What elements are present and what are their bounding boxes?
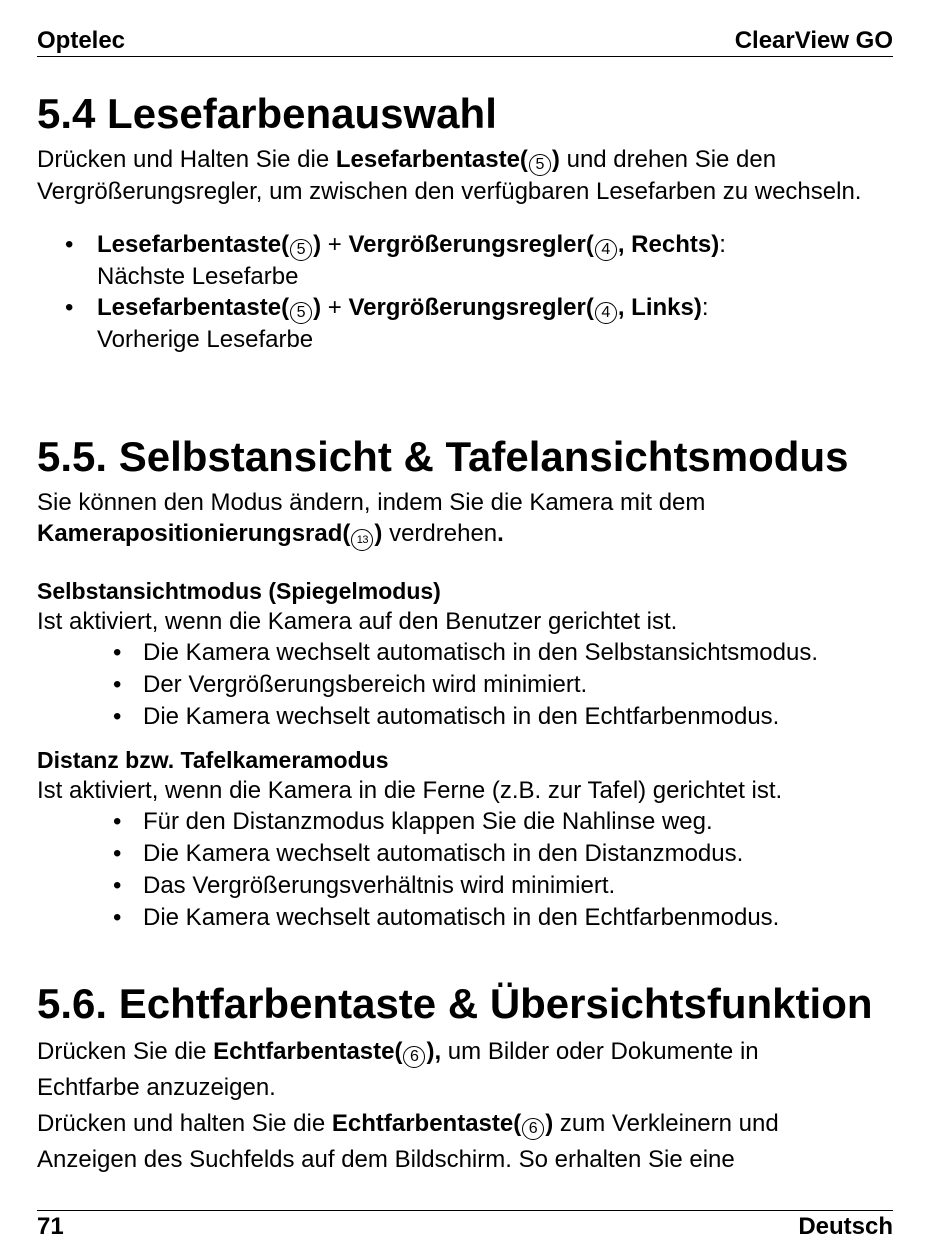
page-number: 71 (37, 1213, 64, 1240)
header-product: ClearView GO (734, 27, 893, 54)
key-number-4-icon: 4 (595, 239, 617, 261)
distance-mode-description: Ist aktiviert, wenn die Kamera in die Ferne (z.B. zur Tafel) gerichtet ist. (37, 777, 783, 804)
bullet-icon: • (113, 904, 122, 931)
self-view-heading: Selbstansichtmodus (Spiegelmodus) (37, 578, 441, 604)
list-item: • Für den Distanzmodus klappen Sie die Nahlinse weg. (143, 806, 893, 838)
page-content (37, 84, 893, 1178)
self-view-description: Ist aktiviert, wenn die Kamera auf den Benutzer gerichtet ist. (37, 608, 678, 635)
self-view-list (37, 637, 893, 733)
list-item: • Die Kamera wechselt automatisch in den Echtfarbenmodus. (143, 701, 893, 733)
section-5-4-intro: Drücken und Halten Sie die Lesefarbentaste( 5 ) und drehen Sie den Vergrößerungsregler, um zwischen den verfügbaren Lesefarben zu wechseln. (37, 146, 862, 205)
bullet-icon: • (65, 294, 74, 321)
header-brand: Optelec (37, 27, 126, 54)
key-number-5-icon: 5 (529, 154, 551, 176)
list-item: • Die Kamera wechselt automatisch in den Distanzmodus. (143, 838, 893, 870)
key-number-6-icon: 6 (522, 1118, 544, 1140)
list-item: • Die Kamera wechselt automatisch in den Echtfarbenmodus. (143, 902, 893, 934)
key-number-5-icon: 5 (290, 239, 312, 261)
bullet-icon: • (113, 840, 122, 867)
section-title-5-6: 5.6. Echtfarbentaste & Übersichtsfunktion (37, 980, 873, 1027)
footer-language: Deutsch (798, 1213, 893, 1240)
list-item: • Der Vergrößerungsbereich wird minimiert. (143, 669, 893, 701)
key-number-13-icon: 13 (351, 529, 373, 551)
list-item: • Lesefarbentaste( 5 ) + Vergrößerungsregler( 4 , Links): Vorherige Lesefarbe (65, 294, 709, 353)
bullet-icon: • (65, 231, 74, 258)
key-number-5-icon: 5 (290, 302, 312, 324)
bullet-icon: • (113, 639, 122, 666)
list-item: • Lesefarbentaste( 5 ) + Vergrößerungsregler( 4 , Rechts): Nächste Lesefarbe (65, 231, 726, 290)
bullet-icon: • (113, 808, 122, 835)
reading-color-list (37, 229, 893, 355)
section-title-5-5: 5.5. Selbstansicht & Tafelansichtsmodus (37, 433, 849, 480)
section-5-6-paragraph-2: Drücken und halten Sie die Echtfarbentaste( 6 ) zum Verkleinern und Anzeigen des Suchfelds auf dem Bildschirm. So erhalten Sie eine (37, 1110, 779, 1173)
key-number-6-icon: 6 (403, 1046, 425, 1068)
list-item: • Die Kamera wechselt automatisch in den Selbstansichtsmodus. (143, 637, 893, 669)
section-title-5-4: 5.4 Lesefarbenauswahl (37, 90, 497, 137)
key-number-4-icon: 4 (595, 302, 617, 324)
section-5-5-intro: Sie können den Modus ändern, indem Sie die Kamera mit dem Kamerapositionierungsrad( 13 ) verdrehen. (37, 487, 893, 551)
distance-mode-heading: Distanz bzw. Tafelkameramodus (37, 747, 389, 773)
page-header (37, 26, 893, 57)
manual-page (37, 0, 893, 1248)
section-5-6-paragraph-1: Drücken Sie die Echtfarbentaste( 6 ), um Bilder oder Dokumente in Echtfarbe anzuzeigen. (37, 1038, 759, 1101)
bullet-icon: • (113, 671, 122, 698)
page-footer (37, 1210, 893, 1243)
list-item: • Das Vergrößerungsverhältnis wird minimiert. (143, 870, 893, 902)
bullet-icon: • (113, 872, 122, 899)
distance-mode-list (37, 806, 893, 934)
bullet-icon: • (113, 703, 122, 730)
